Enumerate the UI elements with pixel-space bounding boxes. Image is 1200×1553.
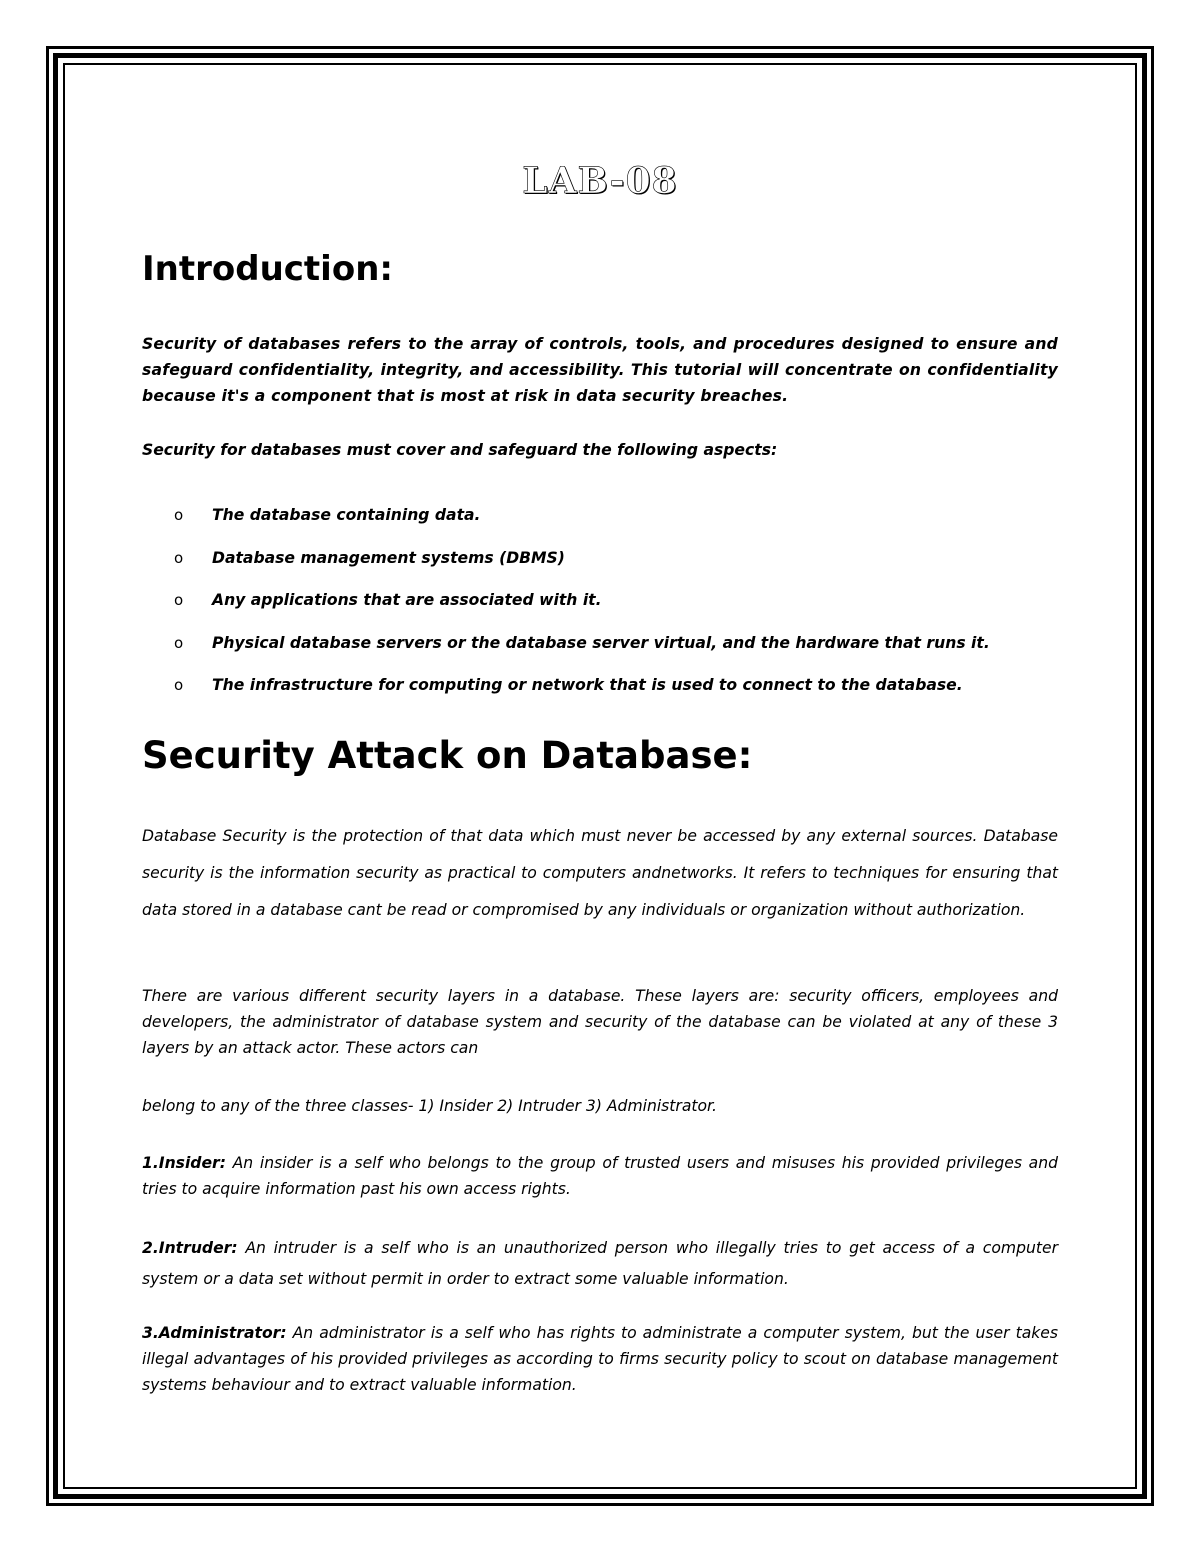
insider-paragraph: [142, 1150, 1058, 1202]
administrator-paragraph: [142, 1320, 1058, 1398]
aspects-intro: Security for databases must cover and safeguard the following aspects:: [142, 441, 778, 459]
lab-title: LAB-08: [522, 160, 678, 202]
insider-text: An insider is a self who belongs to the group of trusted users and misuses his provided privileges and tries to acquire information past his own access rights.: [142, 1154, 1058, 1198]
bullet-icon: o: [174, 591, 184, 609]
insider-label: 1.Insider:: [142, 1154, 226, 1172]
security-layers-paragraph: There are various different security layers in a database. These layers are: security officers, employees and developers, the administrator of database system and security of the database can be violated at any of these 3 layers by an attack actor. These actors can: [142, 987, 1058, 1057]
intruder-text: An intruder is a self who is an unauthorized person who illegally tries to get access of a computer system or a data set without permit in order to extract some valuable information.: [142, 1239, 1058, 1288]
introduction-paragraph: Security of databases refers to the array of controls, tools, and procedures designed to ensure and safeguard confidentiality, integrity, and accessibility. This tutorial will concentrate on confidentiality because it's a component that is most at risk in data security breaches.: [142, 335, 1058, 405]
aspect-text: Database management systems (DBMS): [212, 548, 565, 567]
intruder-label: 2.Intruder:: [142, 1239, 238, 1257]
bullet-icon: o: [174, 633, 184, 652]
list-item: [142, 630, 1058, 673]
list-item: [142, 502, 1058, 545]
actor-classes-paragraph: belong to any of the three classes- 1) Insider 2) Intruder 3) Administrator.: [142, 1097, 717, 1115]
list-item: [142, 545, 1058, 588]
list-item: [142, 587, 1058, 630]
aspect-text: The infrastructure for computing or network that is used to connect to the database.: [212, 676, 963, 694]
administrator-text: An administrator is a self who has rights to administrate a computer system, but the user takes illegal advantages of his provided privileges as according to firms security policy to scout on database management systems behaviour and to extract valuable information.: [142, 1324, 1058, 1394]
intruder-paragraph: [142, 1233, 1058, 1295]
bullet-icon: o: [174, 506, 184, 524]
bullet-icon: o: [174, 548, 184, 567]
aspect-text: Any applications that are associated with it.: [212, 591, 602, 609]
list-item: [142, 672, 1058, 715]
bullet-icon: o: [174, 676, 184, 694]
database-security-paragraph: Database Security is the protection of that data which must never be accessed by any external sources. Database security is the information security as practical to computers andnetworks. It refers to techniques for ensuring that data stored in a database cant be read or compromised by any individuals or organization without authorization.: [142, 827, 1058, 919]
security-attack-heading: Security Attack on Database:: [142, 734, 753, 777]
aspect-text: Physical database servers or the database server virtual, and the hardware that runs it.: [212, 633, 990, 652]
administrator-label: 3.Administrator:: [142, 1324, 287, 1342]
aspect-text: The database containing data.: [212, 506, 481, 524]
aspects-list: [142, 502, 1058, 715]
introduction-heading: Introduction:: [142, 249, 393, 289]
